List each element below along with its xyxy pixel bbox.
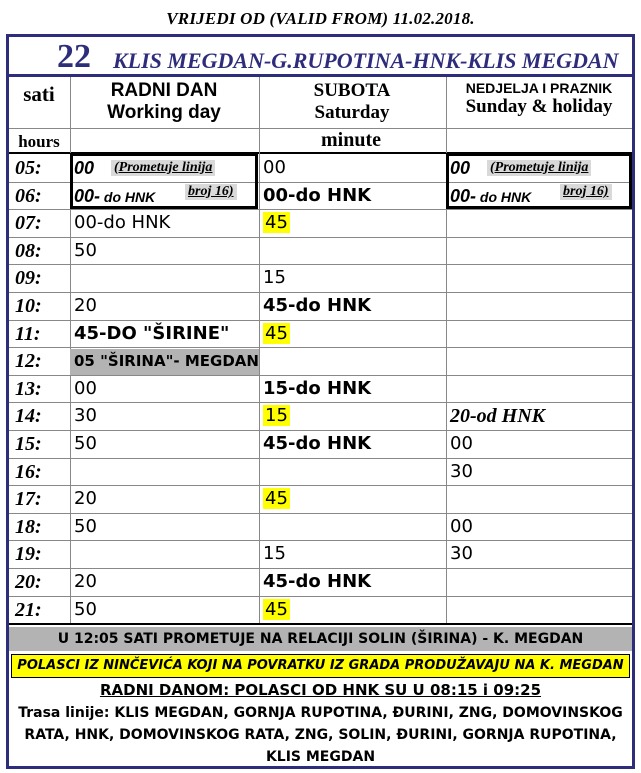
highlight-departure: 45 [265, 488, 288, 509]
header-hours: hours [18, 132, 60, 151]
highlight-departure: 45 [265, 599, 288, 620]
working-cell: 50 [74, 516, 97, 537]
sunday-cell [450, 377, 628, 403]
sunday-cell: 30 [450, 543, 473, 564]
hour-label: 18: [15, 516, 42, 538]
working-cell: 00-do HNK [74, 212, 171, 233]
working-cell [74, 542, 254, 568]
working-cell: 50 [74, 240, 97, 261]
header-working-hr: RADNI DAN [110, 80, 218, 101]
hour-label: 21: [15, 599, 42, 621]
hour-label: 14: [15, 405, 42, 427]
working-cell: 00 [74, 158, 95, 178]
saturday-cell: 45-do HNK [263, 295, 372, 316]
saturday-cell [263, 487, 443, 513]
grid-line-h [9, 375, 632, 376]
sunday-cell: 00 [450, 158, 471, 178]
saturday-cell [263, 515, 443, 541]
sunday-cell [450, 598, 628, 624]
sunday-cell: 00- do HNK [450, 186, 532, 206]
hour-label: 12: [15, 350, 42, 372]
sunday-cell [450, 266, 628, 292]
route-line-3: KLIS MEGDAN [265, 749, 376, 765]
working-cell: 30 [74, 405, 97, 426]
working-cell: 20 [74, 295, 97, 316]
hour-label: 07: [15, 212, 42, 234]
hour-label: 19: [15, 543, 42, 565]
hour-label: 17: [15, 488, 42, 510]
sunday-cell: 00 [450, 516, 473, 537]
route-line-2: RATA, HNK, DOMOVINSKOG RATA, ZNG, SOLIN, ĐURINI, GORNJA RUPOTINA, [24, 727, 617, 743]
saturday-cell: 45-do HNK [263, 571, 372, 592]
hour-label: 06: [15, 185, 42, 207]
saturday-cell: 00-do HNK [263, 185, 372, 206]
sunday-cell [450, 322, 628, 348]
grid-line-h [9, 292, 632, 293]
header-working [70, 80, 258, 124]
working-cell: 00 [74, 378, 97, 399]
saturday-cell [263, 404, 443, 430]
working-cell: 50 [74, 599, 97, 620]
gray-note-bar: U 12:05 SATI PROMETUJE NA RELACIJI SOLIN (ŠIRINA) - K. MEGDAN [9, 627, 632, 651]
grid-line-h [9, 320, 632, 321]
title-bar [9, 37, 632, 77]
header-saturday-en: Saturday [314, 101, 390, 123]
header-minute: minute [321, 129, 381, 151]
highlight-departure: 45 [265, 323, 288, 344]
sunday-cell [450, 211, 628, 237]
sunday-cell [450, 239, 628, 265]
header-saturday [259, 80, 445, 124]
hour-label: 13: [15, 378, 42, 400]
minute-row [71, 129, 631, 151]
saturday-cell [263, 211, 443, 237]
saturday-cell: 15 [263, 267, 286, 288]
note-line16-sunday-a: (Prometuje linija [487, 160, 591, 176]
saturday-cell: 15-do HNK [263, 378, 372, 399]
route-line-1: Trasa linije: KLIS MEGDAN, GORNJA RUPOTINA, ĐURINI, ZNG, DOMOVINSKOG [18, 705, 623, 721]
saturday-cell [263, 349, 443, 375]
hour-label: 11: [15, 323, 41, 345]
sunday-cell: 00 [450, 433, 473, 454]
highlight-departure: 45 [265, 212, 288, 233]
saturday-cell: 00 [263, 157, 286, 178]
hour-label: 16: [15, 461, 42, 483]
grid-line-h [9, 237, 632, 238]
line-number: 22 [57, 38, 91, 75]
highlight-departure: 15 [265, 405, 288, 426]
working-cell [74, 266, 254, 292]
sunday-cell: 20-od HNK [450, 405, 545, 427]
working-cell: 00- do HNK [74, 186, 156, 206]
working-cell: 45-DO "ŠIRINE" [74, 323, 230, 344]
grid-line-h [9, 596, 632, 597]
valid-from: VRIJEDI OD (VALID FROM) 11.02.2018. [166, 9, 475, 28]
saturday-cell [263, 239, 443, 265]
saturday-cell [263, 460, 443, 486]
saturday-cell: 15 [263, 543, 286, 564]
note-line16-sunday-b: broj 16) [560, 184, 612, 200]
header-sunday-en: Sunday & holiday [465, 96, 613, 118]
working-cell: 20 [74, 488, 97, 509]
header-working-en: Working day [107, 101, 221, 123]
hour-label: 08: [15, 240, 42, 262]
hour-label: 10: [15, 295, 42, 317]
hour-label: 05: [15, 157, 42, 179]
hour-label: 20: [15, 571, 42, 593]
route-description [9, 702, 632, 768]
grid-line-h [9, 430, 632, 431]
working-cell: 50 [74, 433, 97, 454]
sunday-cell [450, 349, 628, 375]
working-cell: 05 "ŠIRINA"- MEGDAN [70, 349, 259, 375]
working-cell: 20 [74, 571, 97, 592]
saturday-cell: 45-do HNK [263, 433, 372, 454]
saturday-cell [263, 322, 443, 348]
header-sunday-hr: NEDJELJA I PRAZNIK [465, 80, 613, 96]
grid-line-h [9, 513, 632, 514]
note-line16-working-a: (Prometuje linija [111, 160, 215, 176]
grid-line-h [9, 458, 632, 459]
saturday-cell [263, 598, 443, 624]
route-title: KLIS MEGDAN-G.RUPOTINA-HNK-KLIS MEGDAN [113, 48, 619, 73]
grid-line-h [9, 568, 632, 569]
yellow-note-bar: POLASCI IZ NINČEVIĆA KOJI NA POVRATKU IZ GRADA PRODUŽAVAJU NA K. MEGDAN [11, 654, 630, 678]
sunday-cell: 30 [450, 461, 473, 482]
note-line16-working-b: broj 16) [185, 184, 237, 200]
header-sunday [446, 80, 632, 118]
hour-label: 09: [15, 267, 42, 289]
hour-label: 15: [15, 433, 42, 455]
header-sati: sati [23, 82, 55, 106]
sunday-cell [450, 570, 628, 596]
working-day-note: RADNI DANOM: POLASCI OD HNK SU U 08:15 i 09:25 [99, 681, 542, 699]
header-saturday-hr: SUBOTA [313, 80, 391, 101]
sunday-cell [450, 487, 628, 513]
sunday-cell [450, 294, 628, 320]
grid-line-v [259, 77, 260, 623]
working-cell [74, 460, 254, 486]
